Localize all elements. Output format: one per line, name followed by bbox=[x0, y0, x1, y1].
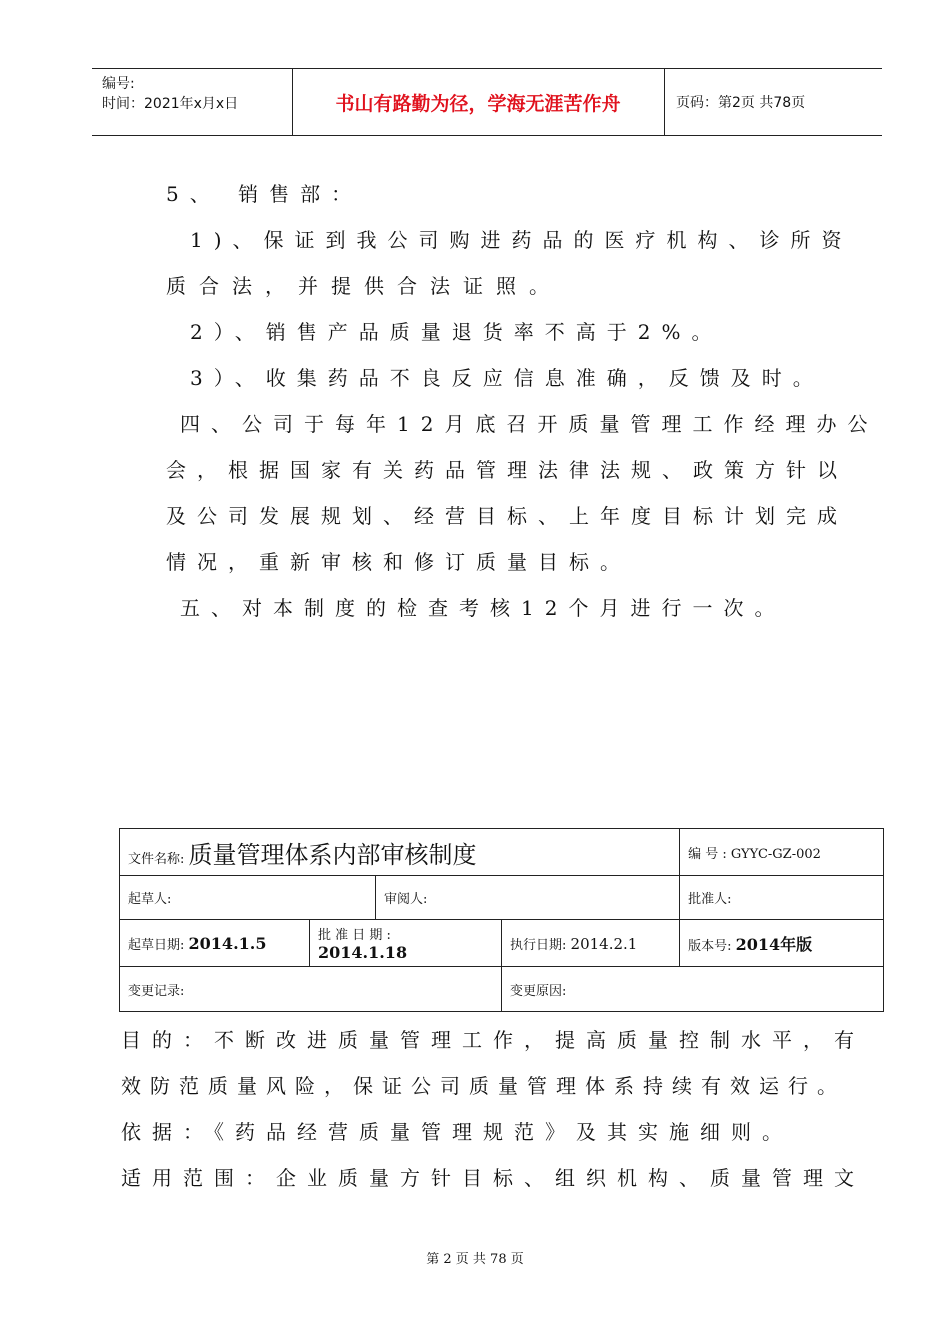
text-line: 2）、销售产品质量退货率不高于2%。 bbox=[190, 320, 723, 344]
text-line: 效防范质量风险，保证公司质量管理体系持续有效运行。 bbox=[121, 1074, 846, 1098]
header-page-cell bbox=[664, 69, 882, 135]
approve-date-label: 批 准 日 期 : bbox=[318, 928, 391, 943]
text-line: 质合法，并提供合法证照。 bbox=[166, 274, 562, 298]
page-footer: 第 2 页 共 78 页 bbox=[426, 1252, 524, 1267]
text-line: 目的：不断改进质量管理工作，提高质量控制水平，有 bbox=[121, 1028, 865, 1052]
approve-date-cell bbox=[310, 920, 502, 967]
text-line: 会，根据国家有关药品管理法律法规、政策方针以 bbox=[166, 458, 848, 482]
header-page-number: 页码：第2页 共78页 bbox=[676, 95, 806, 111]
header-meta bbox=[92, 69, 293, 135]
draft-date-cell bbox=[120, 920, 310, 967]
reviewer-cell bbox=[376, 876, 680, 920]
text-line: 适用范围：企业质量方针目标、组织机构、质量管理文 bbox=[121, 1166, 865, 1190]
text-line: 3）、收集药品不良反应信息准确，反馈及时。 bbox=[190, 366, 824, 390]
exec-date-label: 执行日期: bbox=[510, 937, 567, 953]
change-reason-label: 变更原因: bbox=[510, 983, 567, 999]
draft-date-label: 起草日期: bbox=[128, 937, 185, 953]
header-slogan-cell bbox=[292, 69, 665, 135]
doc-number-label: 编 号 : bbox=[688, 846, 727, 862]
approver-cell bbox=[680, 876, 884, 920]
text-line: 依据：《药品经营质量管理规范》及其实施细则。 bbox=[121, 1120, 793, 1144]
text-line: 五、对本制度的检查考核12个月进行一次。 bbox=[180, 596, 786, 620]
draft-date: 2014.1.5 bbox=[188, 933, 267, 953]
header-number-label: 编号: bbox=[102, 76, 135, 92]
approver-label: 批准人: bbox=[688, 892, 732, 907]
drafter-label: 起草人: bbox=[128, 892, 172, 907]
change-reason-cell bbox=[502, 967, 884, 1012]
exec-date-cell bbox=[502, 920, 680, 967]
doc-number-cell bbox=[680, 829, 884, 876]
change-record-label: 变更记录: bbox=[128, 983, 185, 999]
text-line: 情况，重新审核和修订质量目标。 bbox=[166, 550, 631, 574]
page-header bbox=[92, 68, 882, 136]
drafter-cell bbox=[120, 876, 376, 920]
header-time: 时间：2021年x月x日 bbox=[102, 96, 239, 112]
exec-date: 2014.2.1 bbox=[570, 934, 638, 953]
text-line: 及公司发展规划、经营目标、上年度目标计划完成 bbox=[166, 504, 848, 528]
text-line: 5、 销售部： bbox=[166, 182, 363, 206]
version-label: 版本号: bbox=[688, 938, 732, 954]
file-name-label: 文件名称: bbox=[128, 851, 185, 867]
file-name: 质量管理体系内部审核制度 bbox=[188, 840, 477, 869]
file-name-cell bbox=[120, 829, 680, 876]
approve-date: 2014.1.18 bbox=[318, 943, 408, 962]
doc-number-value: GYYC-GZ-002 bbox=[730, 846, 821, 862]
version-cell bbox=[680, 920, 884, 967]
reviewer-label: 审阅人: bbox=[384, 892, 428, 907]
document-info-table bbox=[119, 828, 884, 1012]
text-line: 四、公司于每年12月底召开质量管理工作经理办公 bbox=[180, 412, 879, 436]
text-line: 1)、保证到我公司购进药品的医疗机构、诊所资 bbox=[190, 228, 853, 252]
header-slogan: 书山有路勤为径，学海无涯苦作舟 bbox=[335, 92, 621, 115]
change-record-cell bbox=[120, 967, 502, 1012]
version: 2014年版 bbox=[735, 934, 813, 954]
